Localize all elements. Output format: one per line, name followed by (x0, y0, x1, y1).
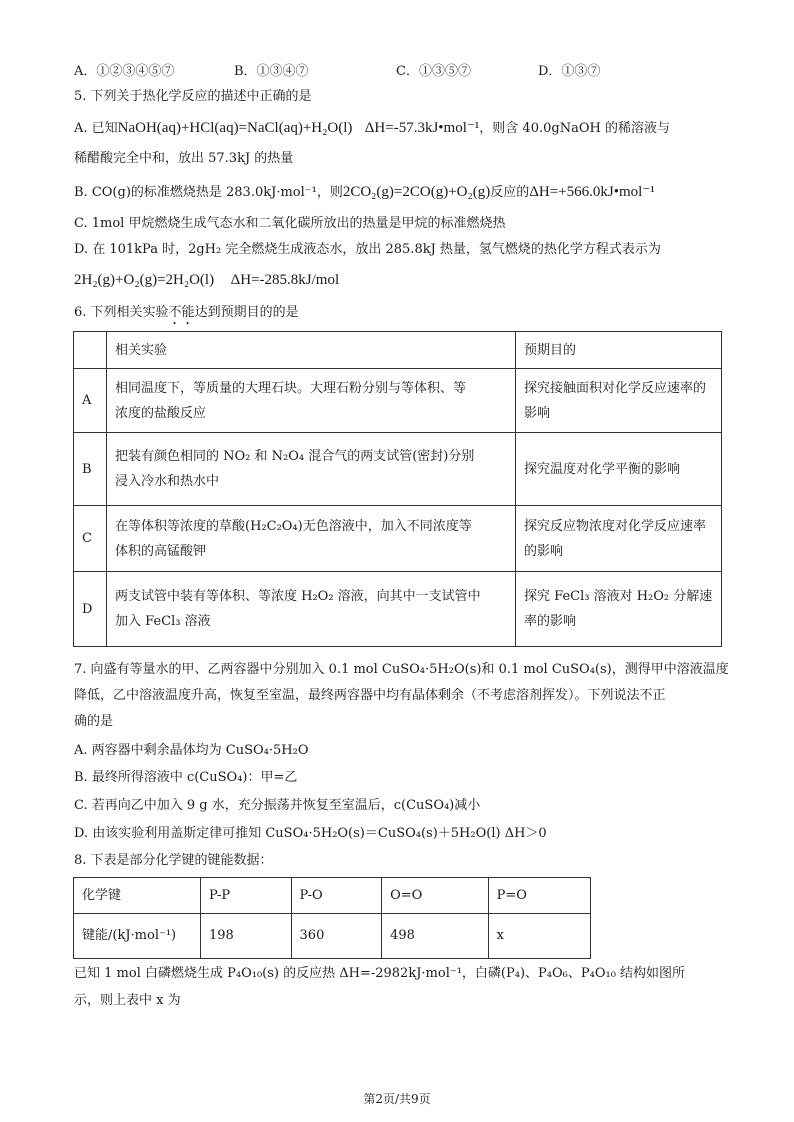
q8-bond-table (73, 877, 591, 959)
row-purpose: 探究 FeCl₃ 溶液对 H₂O₂ 分解速 率的影响 (516, 572, 722, 647)
row-label: B (74, 433, 107, 506)
q5-option-a[interactable] (74, 118, 670, 139)
bond-header-cell: O=O (382, 878, 489, 914)
row-purpose: 探究接触面积对化学反应速率的 影响 (516, 369, 722, 433)
header-purpose: 预期目的 (516, 332, 722, 369)
q5-stem: 5. 下列关于热化学反应的描述中正确的是 (74, 89, 312, 104)
q5-option-d[interactable]: D. 在 101kPa 时，2gH₂ 完全燃烧生成液态水，放出 285.8kJ 热量，氢气燃烧的热化学方程式表示为 (74, 242, 661, 257)
page-number: 第2页/共9页 (363, 1092, 431, 1106)
bond-header-cell: P-O (291, 878, 382, 914)
q8-text-line2: 示，则上表中 x 为 (74, 993, 181, 1008)
q5-option-c[interactable]: C. 1mol 甲烷燃烧生成气态水和二氧化碳所放出的热量是甲烷的标准燃烧热 (74, 216, 506, 231)
q6-table (73, 331, 722, 647)
table-row[interactable] (74, 369, 722, 433)
bond-header-cell: P-P (201, 878, 292, 914)
bond-header-label: 化学键 (74, 878, 201, 914)
header-blank (74, 332, 107, 369)
q7-option-a[interactable]: A. 两容器中剩余晶体均为 CuSO₄·5H₂O (74, 743, 309, 758)
q5-a-tail: ，则含 40.0gNaOH 的稀溶液与 (479, 121, 670, 136)
energy-value: 360 (291, 914, 382, 959)
row-experiment: 相同温度下，等质量的大理石块。大理石粉分别与等体积、等 浓度的盐酸反应 (107, 369, 516, 433)
table-row[interactable] (74, 433, 722, 506)
q8-text-line1: 已知 1 mol 白磷燃烧生成 P₄O₁₀(s) 的反应热 ΔH=-2982kJ·mol⁻¹，白磷(P₄)、P₄O₆、P₄O₁₀ 结构如图所 (74, 966, 686, 981)
option-c[interactable]: C．①③⑤⑦ (396, 64, 471, 79)
q7-option-c[interactable]: C. 若再向乙中加入 9 g 水，充分振荡并恢复至室温后，c(CuSO₄)减小 (74, 798, 481, 813)
option-b[interactable]: B．①③④⑦ (234, 64, 309, 79)
q5-a-prefix: A. 已知 (74, 121, 118, 136)
q6-stem-emphasis: 不能 (168, 305, 195, 320)
q5-d-equation-line (74, 270, 339, 291)
row-experiment: 两支试管中装有等体积、等浓度 H₂O₂ 溶液，向其中一支试管中 加入 FeCl₃ 溶液 (107, 572, 516, 647)
row-label: A (74, 369, 107, 433)
q5-a-equation: NaOH(aq)+HCl(aq)=NaCl(aq)+H₂O(l) (117, 120, 353, 136)
table-header-row (74, 332, 722, 369)
row-experiment: 在等体积等浓度的草酸(H₂C₂O₄)无色溶液中，加入不同浓度等 体积的高锰酸钾 (107, 506, 516, 572)
q7-option-b[interactable]: B. 最终所得溶液中 c(CuSO₄)：甲=乙 (74, 770, 298, 785)
q6-stem-part1: 6. 下列相关实验 (74, 305, 169, 320)
energy-value: x (488, 914, 590, 959)
table-row (74, 878, 591, 914)
q6-stem-part2: 达到预期目的的是 (194, 305, 299, 320)
header-experiment: 相关实验 (107, 332, 516, 369)
energy-label: 键能/(kJ·mol⁻¹) (74, 914, 201, 959)
bond-header-cell: P=O (488, 878, 590, 914)
table-row[interactable] (74, 572, 722, 647)
q5-b-prefix: B. CO(g)的标准燃烧热是 283.0kJ·mol⁻¹，则 (74, 185, 343, 200)
q5-a-line2: 稀醋酸完全中和，放出 57.3kJ 的热量 (74, 151, 294, 166)
q7-stem-line3: 确的是 (74, 714, 114, 729)
energy-value: 498 (382, 914, 489, 959)
row-purpose: 探究反应物浓度对化学反应速率 的影响 (516, 506, 722, 572)
previous-question-options (74, 60, 714, 80)
option-d[interactable]: D．①③⑦ (538, 64, 601, 79)
row-label: C (74, 506, 107, 572)
q5-d-enthalpy: ΔH=-285.8kJ/mol (230, 272, 340, 288)
row-purpose: 探究温度对化学平衡的影响 (516, 433, 722, 506)
q7-option-d[interactable]: D. 由该实验利用盖斯定律可推知 CuSO₄·5H₂O(s)＝CuSO₄(s)＋5H₂O(l) ΔH＞0 (74, 826, 547, 841)
table-row (74, 914, 591, 959)
q5-b-mid: 反应的 (490, 185, 530, 200)
row-experiment: 把装有颜色相同的 NO₂ 和 N₂O₄ 混合气的两支试管(密封)分别 浸入冷水和热水中 (107, 433, 516, 506)
q6-stem (74, 303, 299, 328)
q8-stem: 8. 下表是部分化学键的键能数据： (74, 853, 273, 868)
q5-d-equation: 2H₂(g)+O₂(g)=2H₂O(l) (74, 272, 215, 288)
table-row[interactable] (74, 506, 722, 572)
row-label: D (74, 572, 107, 647)
q5-b-enthalpy: ΔH=+566.0kJ•mol⁻¹ (529, 184, 655, 200)
q5-a-enthalpy: ΔH=-57.3kJ•mol⁻¹ (364, 120, 480, 136)
energy-value: 198 (201, 914, 292, 959)
q5-b-equation: 2CO₂(g)=2CO(g)+O₂(g) (342, 184, 491, 200)
q7-stem-line1: 7. 向盛有等量水的甲、乙两容器中分别加入 0.1 mol CuSO₄·5H₂O(s)和 0.1 mol CuSO₄(s)，测得甲中溶液温度 (74, 662, 729, 677)
q7-stem-line2: 降低，乙中溶液温度升高，恢复至室温，最终两容器中均有晶体剩余（不考虑溶剂挥发）。下列说法不正 (74, 688, 666, 703)
option-a[interactable]: A．①②③④⑤⑦ (74, 64, 175, 79)
q5-option-b[interactable] (74, 182, 655, 203)
